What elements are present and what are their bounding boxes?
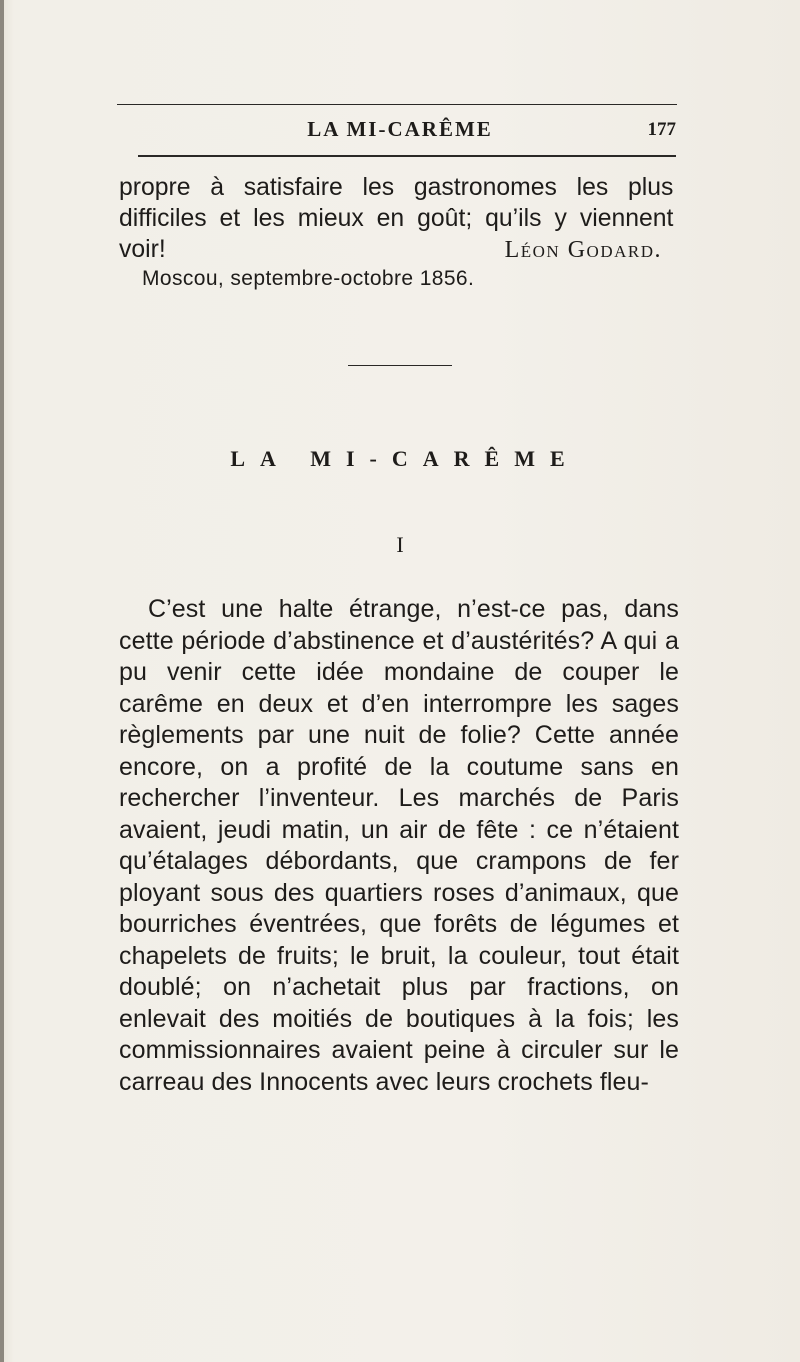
page-number: 177 bbox=[647, 119, 676, 140]
section-body-paragraph: C’est une halte étrange, n’est-ce pas, dans cette période d’abstinence et d’austérités? A qui a pu venir cette idée mondaine de couper le carême en deux et d’en interrompre les sages règlements par une nuit de folie? Cette année encore, on a profité de la coutume sans en rechercher l’inventeur. Les marchés de Paris avaient, jeudi matin, un air de fête : ce n’étaient qu’étalages débordants, que crampons de fer ployant sous des quartiers roses d’animaux, que bourriches éventrées, que forêts de légumes et chapelets de fruits; le bruit, la couleur, tout était doublé; on n’achetait plus par fractions, on enlevait des moitiés de boutiques à la fois; les commissionnaires avaient peine à circuler sur le carreau des Innocents avec leurs crochets fleu- bbox=[119, 595, 679, 1096]
section-title: LA MI-CARÊME bbox=[230, 446, 580, 471]
running-title: LA MI-CARÊME bbox=[307, 117, 493, 141]
section-divider bbox=[348, 365, 452, 366]
letter-dateline: Moscou, septembre-octobre 1856. bbox=[142, 267, 475, 290]
letter-closing-paragraph: propre à satisfaire les gastronomes les plus difficiles et les mieux en goût; qu’ils y viennent voir! bbox=[119, 173, 674, 263]
page-gutter-edge bbox=[0, 0, 4, 1362]
header-rule-bottom bbox=[138, 155, 676, 157]
section-numeral: I bbox=[396, 532, 404, 557]
letter-signature: Léon Godard. bbox=[504, 237, 662, 263]
header-rule-top bbox=[117, 104, 677, 105]
